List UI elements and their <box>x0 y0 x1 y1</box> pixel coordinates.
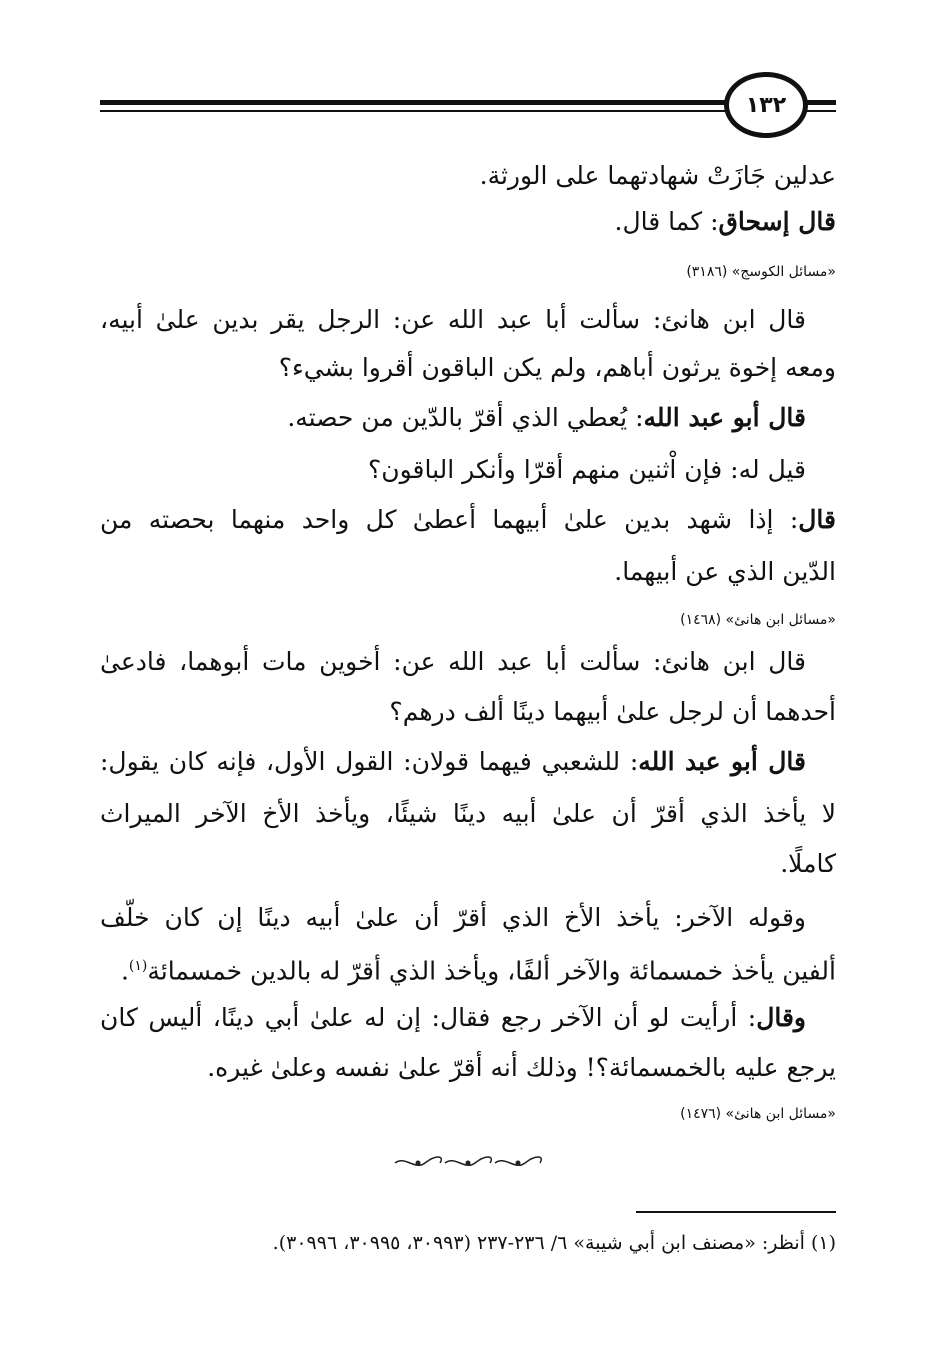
speech-text: : إذا شهد بدين علىٰ أبيهما أعطىٰ كل واحد منهما بحصته من <box>100 505 799 534</box>
text-line: عدلين جَازَتْ شهادتهما على الورثة. <box>479 161 836 190</box>
text-line: يرجع عليه بالخمسمائة؟! وذلك أنه أقرّ علىٰ نفسه وعلىٰ غيره. <box>207 1053 836 1082</box>
speech-text: : كما قال. <box>614 207 719 236</box>
text-line: وقوله الآخر: يأخذ الأخ الذي أقرّ أن علىٰ أبيه دينًا إن كان خلّف <box>100 903 806 932</box>
text-line: قال ابن هانئ: سألت أبا عبد الله عن: أخوين مات أبوهما، فادعىٰ <box>100 647 806 676</box>
sentence-end: . <box>120 956 129 986</box>
header-rule-thin <box>100 110 736 112</box>
footnote-reference[interactable]: (١) <box>128 958 148 974</box>
text-line: ومعه إخوة يرثون أباهم، ولم يكن الباقون أقروا بشيء؟ <box>278 353 836 382</box>
text-line <box>100 998 806 1038</box>
speaker-name: قال أبو عبد الله <box>643 403 806 432</box>
speech-text: : للشعبي فيهما قولان: القول الأول، فإنه كان يقول: <box>100 747 639 776</box>
footnote: (١) أنظر: «مصنف ابن أبي شيبة» ٦/ ٢٣٦-٢٣٧ (٣٠٩٩٣، ٣٠٩٩٥، ٣٠٩٩٦). <box>272 1232 836 1254</box>
decorative-divider-icon <box>390 1152 550 1174</box>
text-line: أحدهما أن لرجل علىٰ أبيهما دينًا ألف درهم؟ <box>389 697 836 726</box>
text-line <box>100 398 806 438</box>
header-rule-thick <box>100 100 736 105</box>
page-number: ١٣٢ <box>745 92 787 118</box>
source-citation: «مسائل ابن هانئ» (١٤٧٦) <box>680 1106 836 1122</box>
speaker-name: قال إسحاق <box>718 207 836 236</box>
page-header <box>100 70 836 140</box>
source-citation: «مسائل الكوسج» (٣١٨٦) <box>686 264 836 280</box>
source-citation: «مسائل ابن هانئ» (١٤٦٨) <box>680 612 836 628</box>
speech-text: : أرأيت لو أن الآخر رجع فقال: إن له علىٰ أبي دينًا، أليس كان <box>100 1003 757 1032</box>
text-line: لا يأخذ الذي أقرّ أن علىٰ أبيه دينًا شيئًا، ويأخذ الأخ الآخر الميراث <box>100 799 836 828</box>
text-line: قيل له: فإن اْثنين منهم أقرّا وأنكر الباقون؟ <box>368 455 806 484</box>
speech-text: : يُعطي الذي أقرّ بالدّين من حصته. <box>287 403 644 432</box>
footnote-separator <box>636 1211 836 1213</box>
page-number-badge <box>724 72 808 138</box>
text-line: كاملًا. <box>780 849 836 878</box>
text-line: الدّين الذي عن أبيهما. <box>614 557 836 586</box>
text-line <box>100 946 836 991</box>
text-line <box>100 500 836 540</box>
text-line <box>100 742 806 782</box>
speaker-name: قال أبو عبد الله <box>638 747 806 776</box>
text-line <box>100 202 836 242</box>
speaker-name: قال <box>798 505 836 534</box>
text-line: قال ابن هانئ: سألت أبا عبد الله عن: الرجل يقر بدين علىٰ أبيه، <box>100 305 806 334</box>
speech-text: ألفين يأخذ خمسمائة والآخر ألفًا، ويأخذ الذي أقرّ له بالدين خمسمائة <box>147 956 836 986</box>
speaker-name: وقال <box>756 1003 806 1032</box>
